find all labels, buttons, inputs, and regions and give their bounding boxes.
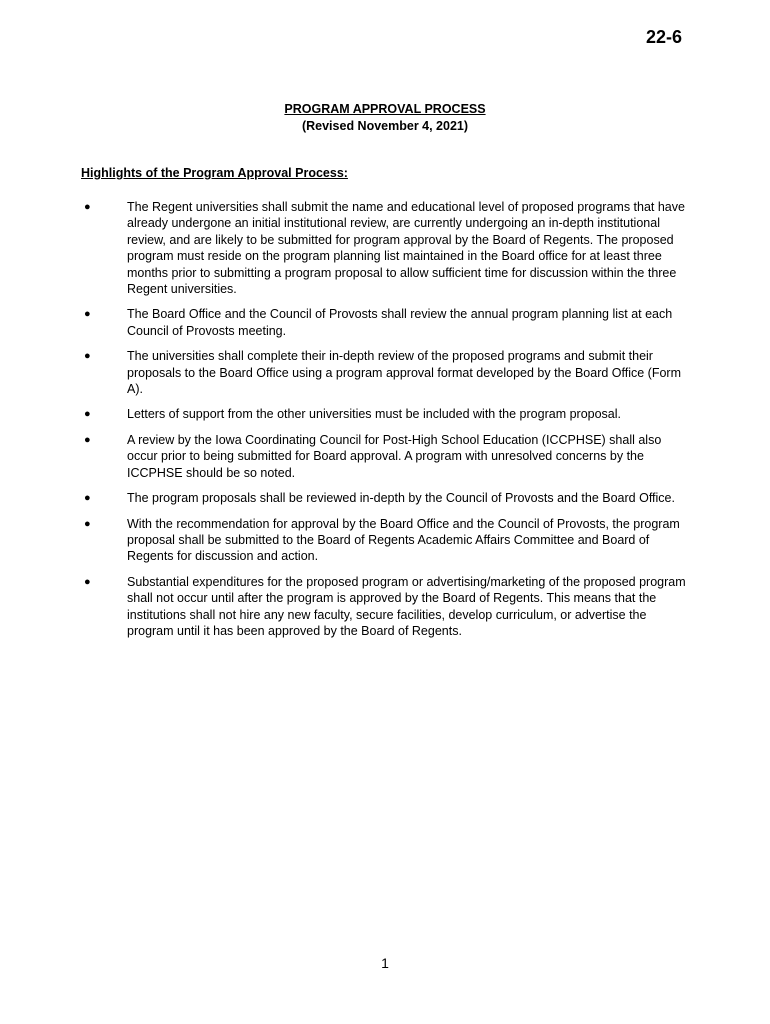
bullet-icon: ●	[84, 201, 91, 213]
list-item-text: A review by the Iowa Coordinating Council for Post-High School Education (ICCPHSE) shall also occur prior to being submitted for Board approval. A program with unresolved concerns by the ICCPHSE should be so noted.	[127, 432, 662, 480]
list-item-text: The program proposals shall be reviewed in-depth by the Council of Provosts and the Board Office.	[127, 491, 675, 506]
list-item	[81, 490, 695, 506]
list-item	[81, 574, 695, 640]
list-item-text: Letters of support from the other universities must be included with the program proposal.	[127, 407, 622, 422]
bullet-icon: ●	[84, 308, 91, 321]
document-number: 22-6	[645, 27, 682, 47]
section-heading: Highlights of the Program Approval Process:	[81, 166, 348, 180]
list-item-text: The Regent universities shall submit the name and educational level of proposed programs that have already undergone an initial institutional review, are currently undergoing an in-depth institutional review, and are likely to be submitted for program approval by the Board of Regents. The proposed program must reside on the program planning list maintained in the Board office for at least three months prior to submitting a program proposal to allow sufficient time for discussion within the three Regent universities.	[127, 200, 685, 297]
bullet-icon: ●	[84, 492, 91, 505]
bullet-icon: ●	[84, 433, 91, 446]
bullet-icon: ●	[84, 408, 91, 421]
document-title: PROGRAM APPROVAL PROCESS	[284, 102, 486, 116]
list-item	[81, 516, 695, 565]
title-block	[0, 101, 770, 135]
bullet-icon: ●	[84, 350, 91, 363]
highlights-list	[81, 199, 695, 648]
list-item-text: The Board Office and the Council of Provosts shall review the annual program planning list at each Council of Provosts meeting.	[127, 307, 673, 338]
list-item	[81, 199, 695, 297]
list-item	[81, 306, 695, 339]
bullet-icon: ●	[84, 517, 91, 530]
list-item-text: With the recommendation for approval by the Board Office and the Council of Provosts, the program proposal shall be submitted to the Board of Regents Academic Affairs Committee and Board of Regents for discussion and action.	[127, 516, 680, 564]
list-item	[81, 348, 695, 397]
bullet-icon: ●	[84, 575, 91, 588]
document-subtitle: (Revised November 4, 2021)	[301, 119, 469, 133]
list-item	[81, 432, 695, 481]
page-number: 1	[381, 955, 389, 971]
list-item	[81, 406, 695, 422]
list-item-text: Substantial expenditures for the proposed program or advertising/marketing of the proposed program shall not occur until after the program is approved by the Board of Regents. This means that the institutions shall not hire any new faculty, secure facilities, develop curriculum, or advertise the program until it has been approved by the Board of Regents.	[127, 574, 686, 638]
list-item-text: The universities shall complete their in-depth review of the proposed programs and submit their proposals to the Board Office using a program approval format developed by the Board Office (Form A).	[127, 349, 681, 397]
